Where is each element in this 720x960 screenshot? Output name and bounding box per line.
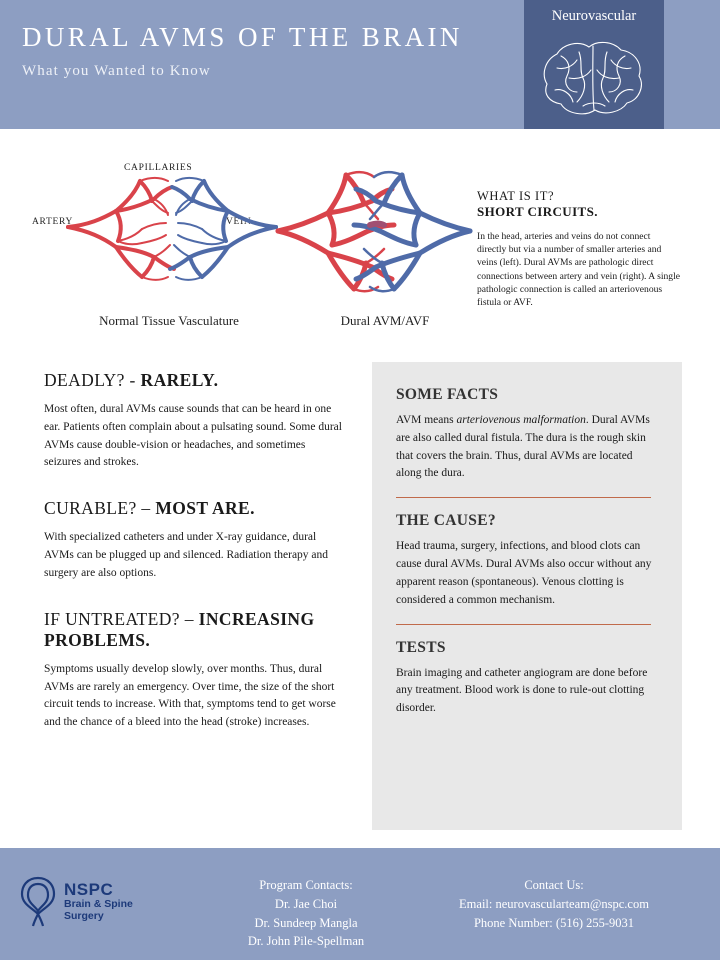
brain-icon (535, 32, 653, 124)
section-cause-body: Head trauma, surgery, infections, and blood clots can cause dural AVMs. Dural AVMs also occur without any apparent reason (spontaneous). Venous clotting is considered a common mechanism. (396, 540, 652, 606)
logo-line-1: NSPC (64, 879, 114, 899)
section-some-facts-body (396, 412, 658, 483)
label-capillaries: CAPILLARIES (124, 163, 193, 173)
nspc-logo-text (64, 880, 133, 923)
section-cause-heading: THE CAUSE? (396, 512, 496, 530)
contact-us-title: Contact Us: (524, 878, 584, 892)
right-panel (372, 362, 682, 830)
caption-normal-vasculature: Normal Tissue Vasculature (99, 313, 239, 328)
some-facts-body-post: . Dural AVMs are also called dural fistula. The dura is the rough skin that covers the brain. Thus, dural AVMs are located along the dura. (396, 414, 650, 480)
contact-us-email[interactable]: Email: neurovascularteam@nspc.com (459, 896, 649, 911)
logo-line-2: Brain & Spine (64, 897, 133, 910)
what-is-it-question: WHAT IS IT? (477, 189, 555, 203)
section-curable-heading (44, 498, 344, 519)
section-curable-body: With specialized catheters and under X-ray guidance, dural AVMs can be plugged up and silenced. Radiation therapy and surgery are also options. (44, 531, 329, 579)
program-contacts (196, 876, 416, 951)
program-contact-name-2: Dr. Sundeep Mangla (254, 915, 358, 930)
nspc-ribbon-icon (18, 874, 58, 928)
section-untreated-body: Symptoms usually develop slowly, over months. Thus, dural AVMs are rarely an emergency. Over time, the size of the short circuit tends to increase. With that, symptoms tend to get worse and the chance of a bleed into the head (stroke) increases. (44, 662, 336, 729)
divider-2 (396, 624, 651, 625)
section-tests-heading: TESTS (396, 638, 446, 656)
section-deadly-heading-bold: RARELY. (140, 370, 219, 390)
section-deadly-heading (44, 370, 344, 391)
section-tests-body: Brain imaging and catheter angiogram are done before any treatment. Blood work is done to rule-out clotting disorder. (396, 666, 648, 715)
contact-us (404, 876, 704, 932)
section-some-facts-heading: SOME FACTS (396, 386, 499, 403)
nspc-logo (18, 874, 133, 928)
section-deadly (44, 370, 344, 472)
some-facts-body-pre: AVM means (396, 414, 457, 426)
avm-diagram (274, 165, 474, 305)
footer-banner (0, 848, 720, 960)
section-deadly-heading-plain: DEADLY? - (44, 370, 141, 390)
section-curable-heading-plain: CURABLE? – (44, 498, 156, 519)
left-column (44, 370, 344, 758)
label-vein: VEIN (226, 217, 252, 227)
section-curable (44, 498, 344, 582)
divider-1 (396, 497, 651, 498)
page-subtitle: What you Wanted to Know (22, 63, 211, 79)
section-curable-heading-bold: MOST ARE. (155, 498, 255, 519)
header-text-block (0, 22, 542, 80)
caption-avm: Dural AVM/AVF (340, 313, 430, 328)
what-is-it-block (477, 189, 682, 309)
what-is-it-body: In the head, arteries and veins do not connect directly but via a number of smaller arteries and veins (left). Dural AVMs are pathologic direct connections between artery and vein (right). A single pathologic connection is called an arteriovenous fistula or AVF. (477, 231, 681, 309)
right-panel-inner (396, 376, 658, 732)
what-is-it-answer: SHORT CIRCUITS. (477, 204, 598, 219)
section-untreated-heading-bold: INCREASING PROBLEMS. (44, 608, 315, 650)
contact-us-phone[interactable]: Phone Number: (516) 255-9031 (473, 915, 635, 930)
logo-line-3: Surgery (64, 909, 104, 922)
section-untreated-heading-plain: IF UNTREATED? – (44, 608, 199, 629)
program-contact-name-1: Dr. Jae Choi (274, 896, 338, 911)
page-title: DURAL AVMS OF THE BRAIN (22, 22, 463, 52)
label-artery: ARTERY (32, 217, 74, 227)
program-contacts-title: Program Contacts: (259, 878, 353, 892)
ribbon-label: Neurovascular (551, 8, 637, 24)
program-contact-name-3: Dr. John Pile-Spellman (247, 934, 365, 949)
normal-vasculature-diagram (62, 165, 282, 305)
section-deadly-body: Most often, dural AVMs cause sounds that can be heard in one ear. Patients often complain about a pulsating sound. Some dural AVMs cause double-vision or headaches, and sometimes seizures and strokes. (44, 403, 342, 469)
some-facts-body-italic: arteriovenous malformation (456, 414, 586, 426)
section-untreated (44, 609, 344, 732)
section-untreated-heading (44, 609, 344, 651)
vasculature-illustration (0, 129, 720, 361)
